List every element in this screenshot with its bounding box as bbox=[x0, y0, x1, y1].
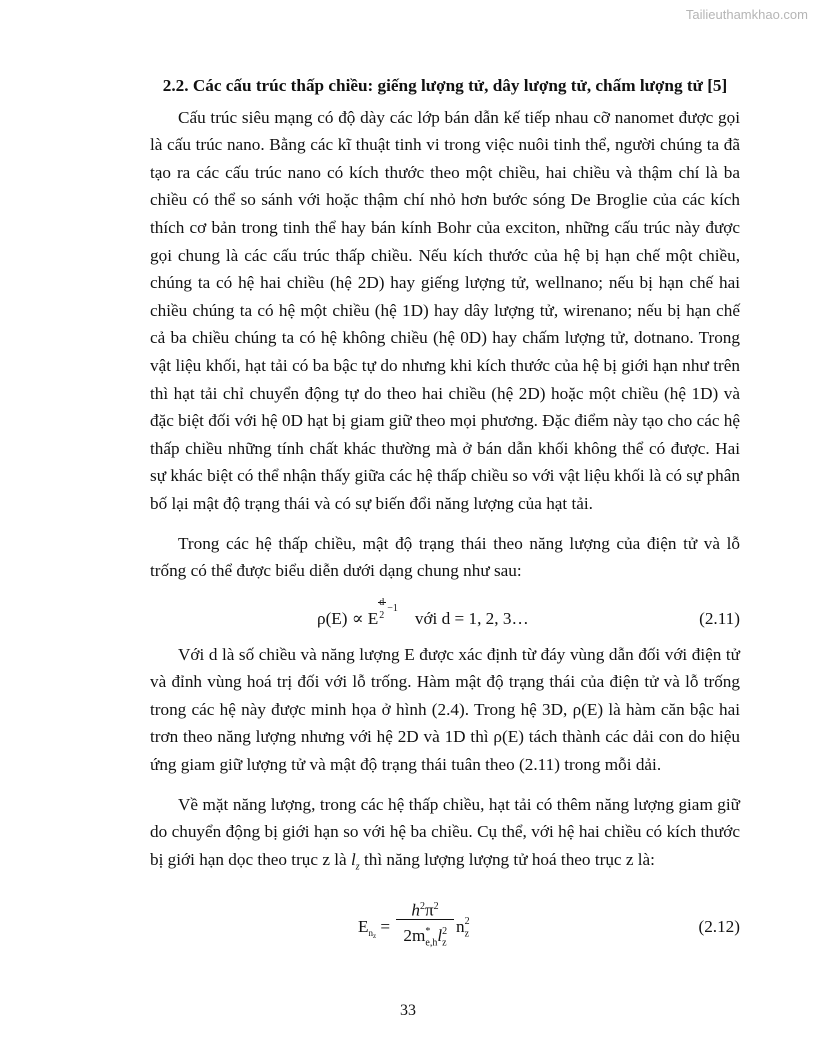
eq2-rhs: n 2 $_z$ bbox=[456, 915, 470, 940]
paragraph-1: Cấu trúc siêu mạng có độ dày các lớp bán dẫn kế tiếp nhau cỡ nanomet được gọi là cấu trúc nano. Bằng các kĩ thuật tinh vi trong việc nuôi tinh thể, người chúng ta đã tạo ra các cấu trúc nano có kích thước theo một chiều, hai chiều và thậm chí là ba chiều có thể so sánh với hoặc thậm chí nhỏ hơn bước sóng De Broglie của các kích thích cơ bản trong tinh thể hay bán kính Bohr của exciton, những cấu trúc này được gọi chung là các cấu trúc thấp chiều. Nếu kích thước của hệ bị hạn chế một chiều, chúng ta có hệ hai chiều (hệ 2D) hay giếng lượng tử, wellnano; nếu bị hạn chế hai chiều chúng ta có hệ một chiều (hệ 1D) hay dây lượng tử, wirenano; nếu bị hạn chế cả ba chiều chúng ta có hệ không chiều (hệ 0D) hay chấm lượng tử, dotnano. Trong vật liệu khối, hạt tải có ba bậc tự do nhưng khi kích thước của hệ bị giới hạn như trên thì hạt tải chỉ chuyển động tự do theo hai chiều (hệ 2D) hoặc một chiều (hệ 1D) và đặc biệt đối với hệ 0D hạt bị giam giữ theo mọi phương. Đặc điểm này tạo cho các hệ thấp chiều những tính chất khác thường mà ở bán dẫn khối không thể có được. Hai sự khác biệt có thể nhận thấy giữa các hệ thấp chiều so với vật liệu khối là có sự phân bố lại mật độ trạng thái và có sự biến đổi năng lượng của hạt tải. bbox=[150, 107, 740, 513]
watermark: Tailieuthamkhao.com bbox=[685, 7, 808, 22]
eq2-lhs: $E_{n_z}$ = bbox=[358, 916, 391, 940]
page-number: 33 bbox=[400, 1002, 416, 1019]
paragraph-3: Với d là số chiều và năng lượng E được xác định từ đáy vùng dẫn đối với điện tử và đỉnh vùng hoá trị đối với lỗ trống. Hàm mật độ trạng thái của điện tử và lỗ trống trong các hệ này được minh họa ở hình (2.4). Trong hệ 3D, ρ(E) là hàm căn bậc hai trơn theo năng lượng nhưng với hệ 2D và 1D thì ρ(E) tách thành các dải con do hiệu ứng giam giữ lượng tử và mật độ trạng thái tuân theo (2.11) trong mỗi dải. bbox=[150, 644, 740, 775]
eq2-number: (2.12) bbox=[698, 916, 740, 936]
section-heading: 2.2. Các cấu trúc thấp chiều: giếng lượng tử, dây lượng tử, chấm lượng tử [5] bbox=[162, 76, 728, 95]
paragraph-4: Về mặt năng lượng, trong các hệ thấp chiều, hạt tải có thêm năng lượng giam giữ do chuyển động bị giới hạn so với hệ ba chiều. Cụ thể, với hệ hai chiều có kích thước bị giới hạn dọc theo trục z là $l_z$ thì năng lượng lượng tử hoá theo trục z là: bbox=[150, 794, 740, 873]
eq1-lhs: ρ(E) ∝ E bbox=[317, 608, 379, 628]
eq1-number: (2.11) bbox=[699, 608, 740, 628]
eq1-condition: với d = 1, 2, 3… bbox=[414, 608, 529, 628]
eq2-fraction: $h^2\pi^2$ 2m * $_{e,h}$l 2 $_z$ bbox=[396, 893, 454, 957]
paragraph-2: Trong các hệ thấp chiều, mật độ trạng thái theo năng lượng của điện tử và lỗ trống có thể được biểu diễn dưới dạng chung như sau: bbox=[150, 533, 740, 581]
equation-2-11 bbox=[150, 591, 740, 637]
lz-symbol: $l_z$ bbox=[350, 849, 360, 873]
equation-2-12 bbox=[150, 889, 740, 957]
page-content bbox=[150, 72, 740, 957]
eq1-exponent: d 2 −1 bbox=[379, 596, 398, 621]
